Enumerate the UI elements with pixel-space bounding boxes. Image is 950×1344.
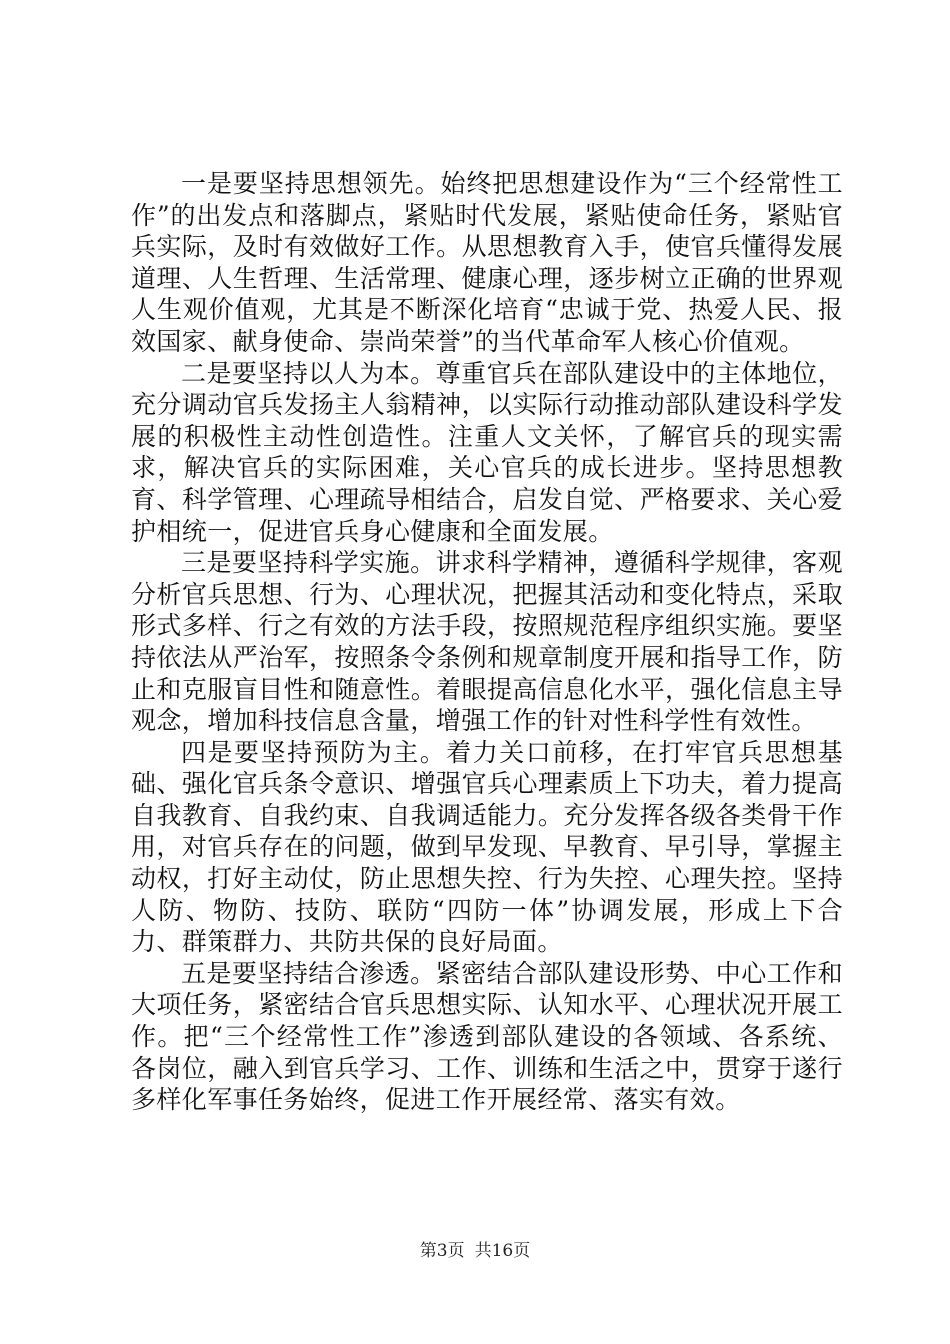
page-footer: [0, 1240, 950, 1262]
document-body: [131, 168, 843, 1116]
paragraph-1: 一是要坚持思想领先。始终把思想建设作为“三个经常性工作”的出发点和落脚点，紧贴时代发展，紧贴使命任务，紧贴官兵实际，及时有效做好工作。从思想教育入手，使官兵懂得发展道理、人生哲理、生活常理、健康心理，逐步树立正确的世界观人生观价值观，尤其是不断深化培育“忠诚于党、热爱人民、报效国家、献身使命、崇尚荣誉”的当代革命军人核心价值观。: [131, 169, 843, 356]
paragraph-2: 二是要坚持以人为本。尊重官兵在部队建设中的主体地位，充分调动官兵发扬主人翁精神，以实际行动推动部队建设科学发展的积极性主动性创造性。注重人文关怀，了解官兵的现实需求，解决官兵的实际困难，关心官兵的成长进步。坚持思想教育、科学管理、心理疏导相结合，启发自觉、严格要求、关心爱护相统一，促进官兵身心健康和全面发展。: [131, 358, 843, 546]
paragraph-5: 五是要坚持结合渗透。紧密结合部队建设形势、中心工作和大项任务，紧密结合官兵思想实际、认知水平、心理状况开展工作。把“三个经常性工作”渗透到部队建设的各领域、各系统、各岗位，融入到官兵学习、工作、训练和生活之中，贯穿于遂行多样化军事任务始终，促进工作开展经常、落实有效。: [131, 958, 843, 1115]
paragraph-4: 四是要坚持预防为主。着力关口前移，在打牢官兵思想基础、强化官兵条令意识、增强官兵心理素质上下功夫，着力提高自我教育、自我约束、自我调适能力。充分发挥各级各类骨干作用，对官兵存在的问题，做到早发现、早教育、早引导，掌握主动权，打好主动仗，防止思想失控、行为失控、心理失控。坚持人防、物防、技防、联防“四防一体”协调发展，形成上下合力、群策群力、共防共保的良好局面。: [131, 737, 843, 957]
page-number: 第3页: [419, 1241, 465, 1261]
page-total: 共16页: [474, 1241, 531, 1261]
paragraph-3: 三是要坚持科学实施。讲求科学精神，遵循科学规律，客观分析官兵思想、行为、心理状况，把握其活动和变化特点，采取形式多样、行之有效的方法手段，按照规范程序组织实施。要坚持依法从严治军，按照条令条例和规章制度开展和指导工作，防止和克服盲目性和随意性。着眼提高信息化水平，强化信息主导观念，增加科技信息含量，增强工作的针对性科学性有效性。: [131, 548, 843, 736]
